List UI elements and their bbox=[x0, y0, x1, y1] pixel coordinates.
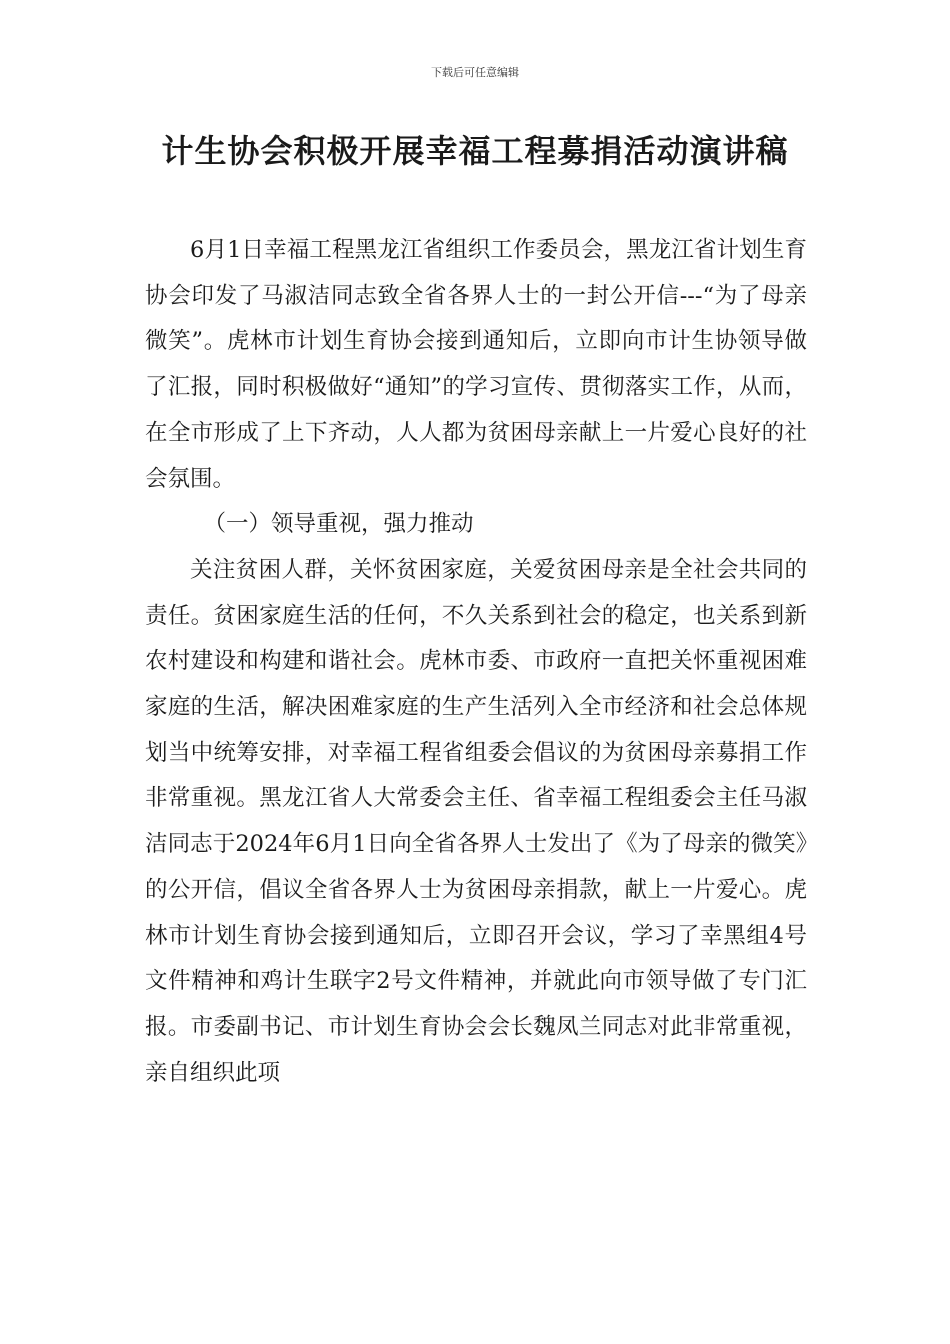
paragraph-body: 关注贫困人群，关怀贫困家庭，关爱贫困母亲是全社会共同的责任。贫困家庭生活的任何，不久关系到社会的稳定，也关系到新农村建设和构建和谐社会。虎林市委、市政府一直把关怀重视困难家庭的生活，解决困难家庭的生产生活列入全市经济和社会总体规划当中统筹安排，对幸福工程省组委会倡议的为贫困母亲募捐工作非常重视。黑龙江省人大常委会主任、省幸福工程组委会主任马淑洁同志于2024年6月1日向全省各界人士发出了《为了母亲的微笑》的公开信，倡议全省各界人士为贫困母亲捐款，献上一片爱心。虎林市计划生育协会接到通知后，立即召开会议，学习了幸黑组4号文件精神和鸡计生联字2号文件精神，并就此向市领导做了专门汇报。市委副书记、市计划生育协会会长魏凤兰同志对此非常重视，亲自组织此项 bbox=[145, 556, 807, 1086]
document-body bbox=[145, 228, 807, 1096]
paragraph-intro: 6月1日幸福工程黑龙江省组织工作委员会，黑龙江省计划生育协会印发了马淑洁同志致全省各界人士的一封公开信---“为了母亲微笑”。虎林市计划生育协会接到通知后，立即向市计生协领导做了汇报，同时积极做好“通知”的学习宣传、贯彻落实工作，从而，在全市形成了上下齐动，人人都为贫困母亲献上一片爱心良好的社会氛围。 bbox=[145, 237, 807, 492]
page-header-note: 下载后可任意编辑 bbox=[431, 66, 519, 79]
section-heading: （一）领导重视，强力推动 bbox=[203, 511, 474, 538]
document-title: 计生协会积极开展幸福工程募捐活动演讲稿 bbox=[161, 132, 789, 170]
